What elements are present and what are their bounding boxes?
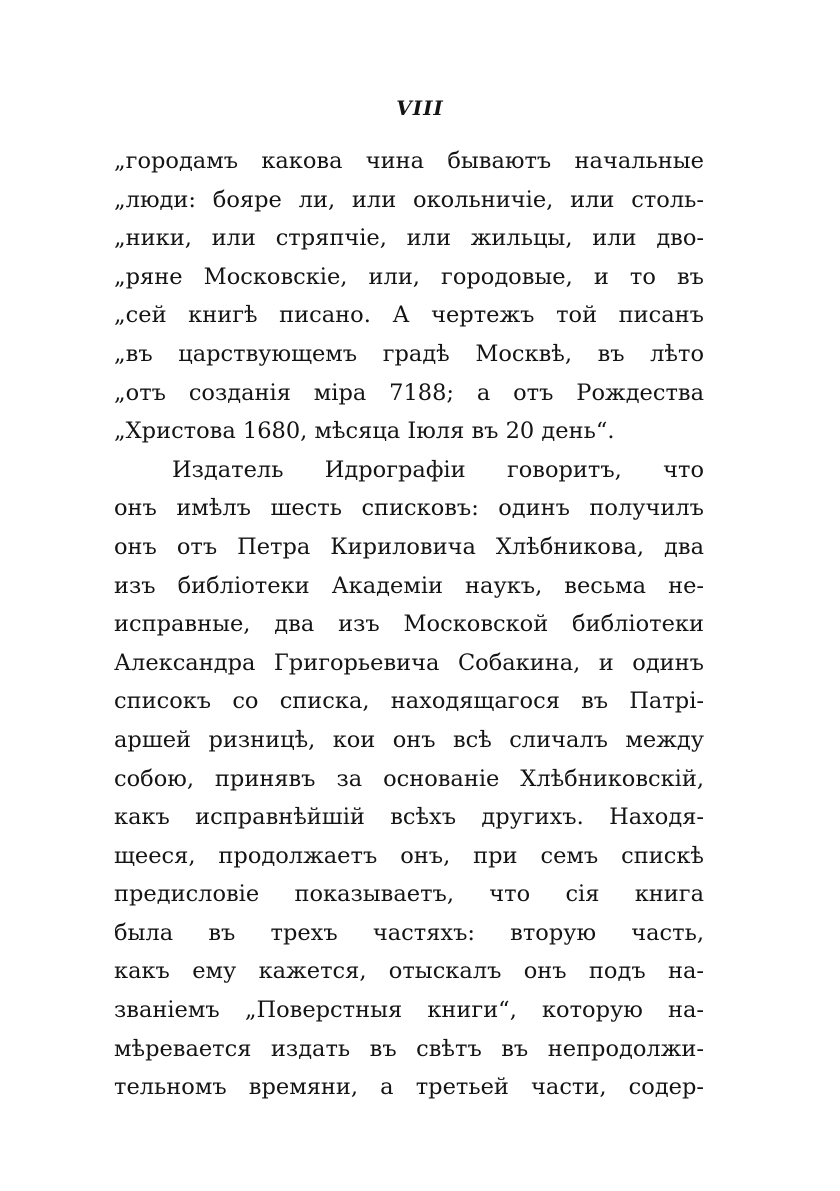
page-number: VIII: [396, 96, 444, 120]
text-line: „ряне Московскіе, или, городовые, и то въ: [114, 263, 704, 290]
text-line: исправные, два изъ Московской библіотеки: [114, 611, 704, 638]
text-line: „Христова 1680, мѣсяца Іюля въ 20 день“.: [114, 418, 615, 445]
text-line: собою, принявъ за основаніе Хлѣбниковскій,: [114, 765, 704, 792]
text-line: мѣревается издать въ свѣтъ въ непродолжи-: [114, 1035, 704, 1062]
text-line: какъ ему кажется, отыскалъ онъ подъ на-: [114, 958, 704, 985]
text-line: „въ царствующемъ градѣ Москвѣ, въ лѣто: [114, 340, 704, 367]
text-line: аршей ризницѣ, кои онъ всѣ сличалъ между: [114, 726, 704, 753]
text-line: „городамъ какова чина бываютъ начальные: [114, 148, 704, 174]
text-line: тельномъ времяни, а третьей части, содер-: [114, 1074, 704, 1101]
text-line: щееся, продолжаетъ онъ, при семъ спискѣ: [114, 842, 704, 869]
text-line: предисловіе показываетъ, что сія книга: [114, 881, 704, 908]
text-line: „ники, или стряпчіе, или жильцы, или дво-: [114, 225, 704, 252]
text-line: была въ трехъ частяхъ: вторую часть,: [114, 919, 704, 946]
text-line: „отъ созданія міра 7188; а отъ Рождества: [114, 379, 704, 406]
text-line: онъ имѣлъ шесть списковъ: одинъ получилъ: [114, 495, 704, 522]
body-text: [114, 142, 704, 1107]
text-line: Издатель Идрографіи говоритъ, что: [172, 456, 704, 483]
text-line: изъ библіотеки Академіи наукъ, весьма не-: [114, 572, 704, 599]
text-line: онъ отъ Петра Кириловича Хлѣбникова, два: [114, 533, 704, 560]
text-line: какъ исправнѣйшій всѣхъ другихъ. Находя-: [114, 804, 704, 831]
text-line: Александра Григорьевича Собакина, и одинъ: [114, 649, 704, 676]
text-line: „люди: бояре ли, или окольничіе, или столь-: [114, 186, 704, 213]
text-line: званіемъ „Поверстныя книги“, которую на-: [114, 997, 704, 1024]
text-line: списокъ со списка, находящагося въ Патрі-: [114, 688, 704, 715]
text-line: „сей книгѣ писано. А чертежъ той писанъ: [114, 302, 704, 329]
